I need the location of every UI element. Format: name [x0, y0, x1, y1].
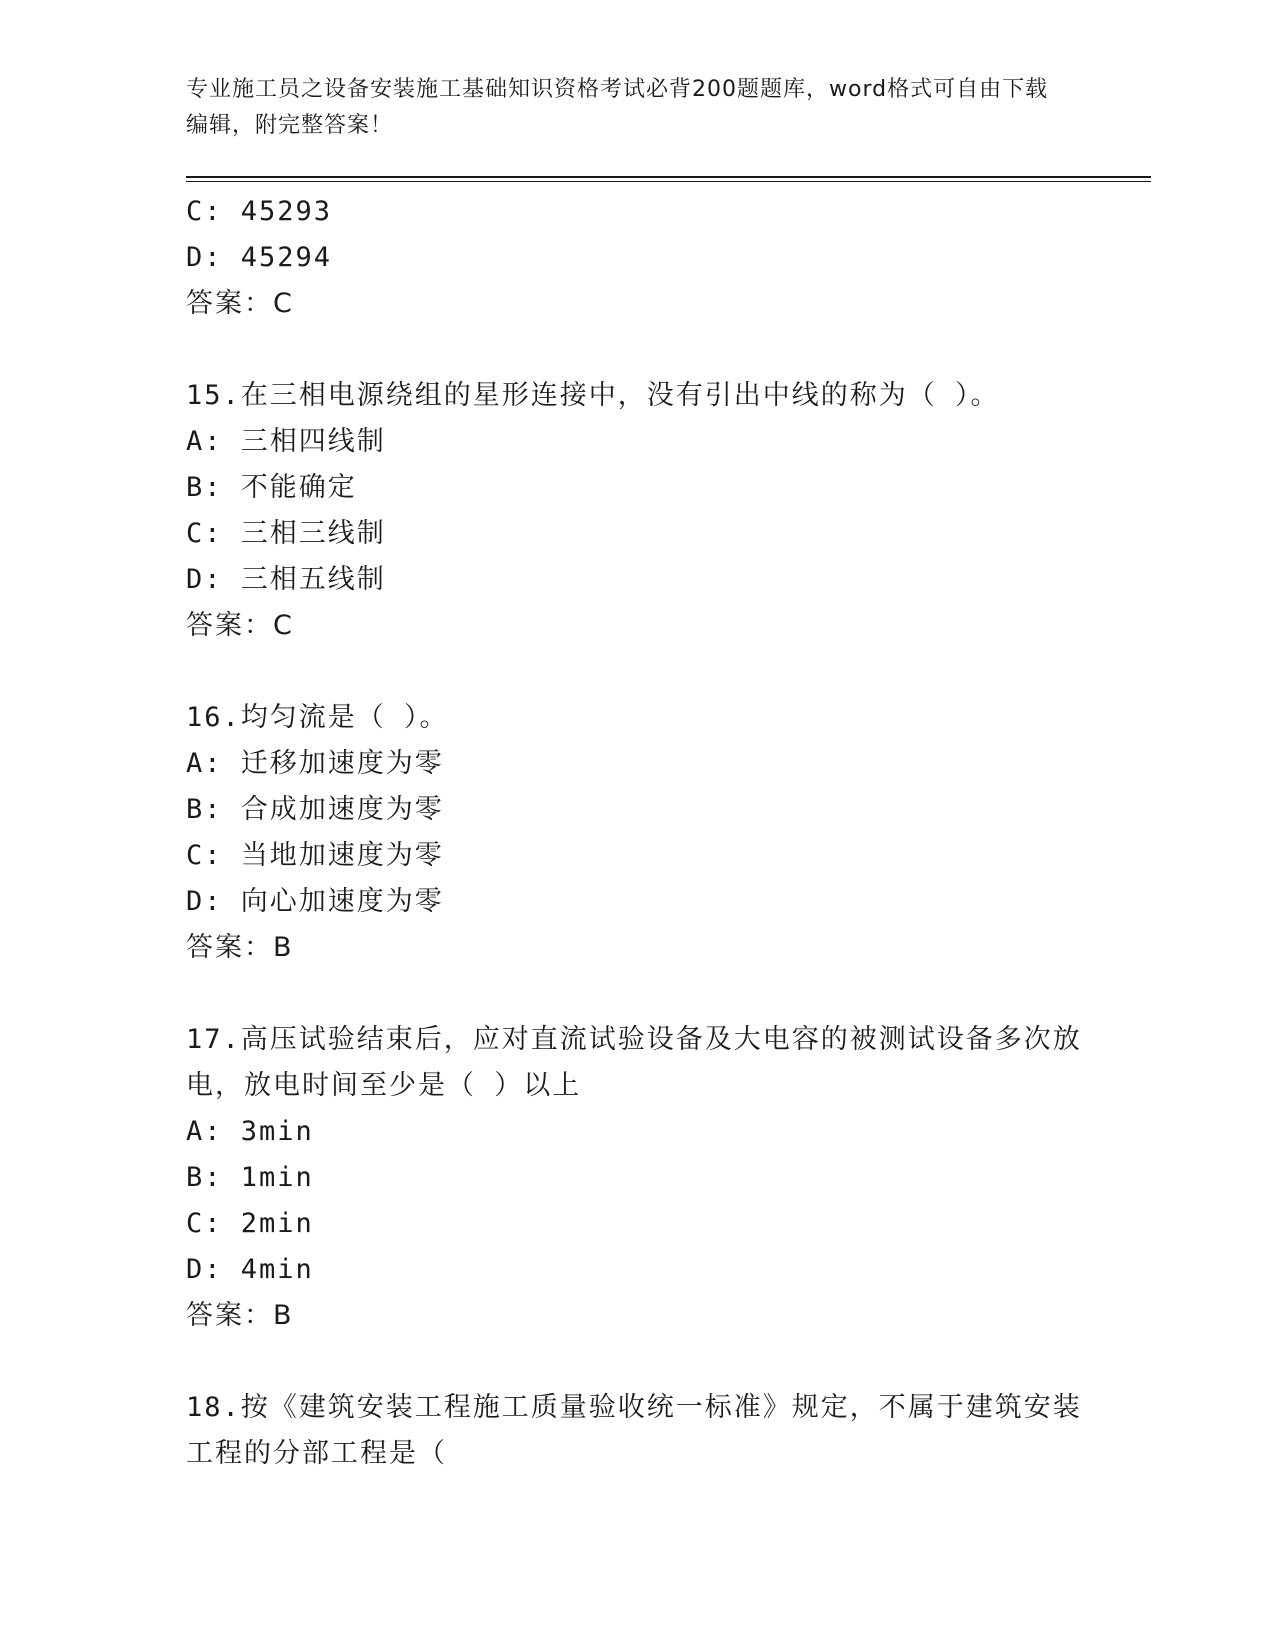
option-b: B: 不能确定: [186, 472, 357, 503]
header-divider-thin: [186, 181, 1151, 182]
question-15: [186, 373, 1086, 649]
question-text: 16.均匀流是（ ）。: [186, 702, 449, 733]
spacer: [186, 971, 1086, 1017]
option-d: D: 三相五线制: [186, 564, 386, 595]
header-divider-thick: [186, 176, 1151, 178]
previous-question-tail: [186, 189, 1086, 327]
option-a: A: 迁移加速度为零: [186, 748, 444, 779]
option-a: A: 三相四线制: [186, 426, 386, 457]
option-c: C: 2min: [186, 1208, 314, 1239]
answer-line: 答案：B: [186, 932, 294, 963]
option-b: B: 1min: [186, 1162, 314, 1193]
option-a: A: 3min: [186, 1116, 314, 1147]
header-title: 专业施工员之设备安装施工基础知识资格考试必背200题题库，word格式可自由下载编辑，附完整答案！: [186, 77, 1049, 138]
answer-line: 答案：B: [186, 1300, 294, 1331]
question-17: [186, 1017, 1086, 1339]
option-b: B: 合成加速度为零: [186, 794, 444, 825]
option-d: D: 4min: [186, 1254, 314, 1285]
question-16: [186, 695, 1086, 971]
option-c: C: 45293: [186, 196, 333, 227]
answer-line: 答案：C: [186, 610, 294, 641]
spacer: [186, 1339, 1086, 1385]
spacer: [186, 649, 1086, 695]
option-d: D: 向心加速度为零: [186, 886, 444, 917]
spacer: [186, 327, 1086, 373]
question-list: [186, 189, 1086, 1477]
answer-line: 答案：C: [186, 288, 294, 319]
question-text: 17.高压试验结束后，应对直流试验设备及大电容的被测试设备多次放电，放电时间至少是（ ）以上: [186, 1024, 1082, 1101]
question-18: [186, 1385, 1086, 1477]
question-text: 15.在三相电源绕组的星形连接中，没有引出中线的称为（ ）。: [186, 380, 1000, 411]
option-c: C: 当地加速度为零: [186, 840, 444, 871]
option-c: C: 三相三线制: [186, 518, 386, 549]
option-d: D: 45294: [186, 242, 333, 273]
question-text: 18.按《建筑安装工程施工质量验收统一标准》规定，不属于建筑安装工程的分部工程是（: [186, 1392, 1082, 1469]
document-header: [186, 72, 1066, 144]
